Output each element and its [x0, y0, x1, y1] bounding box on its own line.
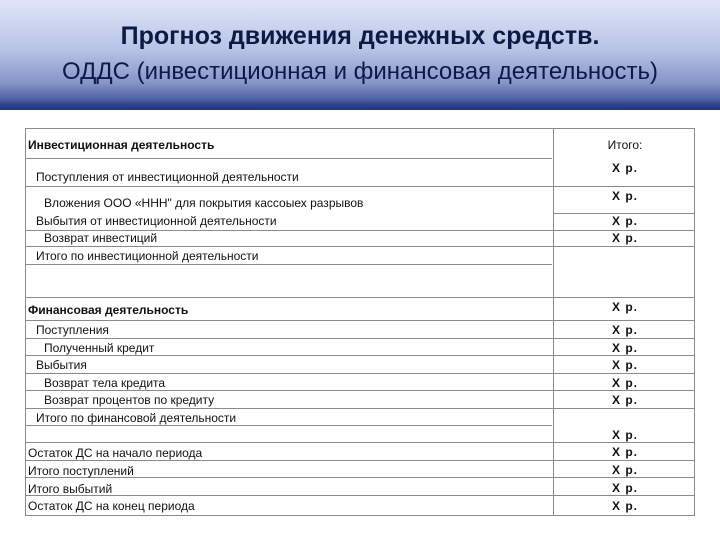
total-column-header: Итого:: [607, 138, 643, 152]
slide-title: Прогноз движения денежных средств.: [120, 22, 600, 50]
financial-outflow-item-2: Возврат процентов по кредиту: [44, 393, 215, 407]
investment-total: Итого по инвестиционной деятельности: [36, 249, 259, 263]
row-line: [26, 373, 694, 374]
investment-inflow-item-value: Х р.: [611, 189, 638, 203]
total-outflows-value: Х р.: [611, 481, 638, 495]
financial-outflow-item-2-value: Х р.: [611, 393, 638, 407]
closing-balance: Остаток ДС на конец периода: [28, 499, 195, 513]
row-line: [26, 297, 694, 298]
financial-outflow-item-1-value: Х р.: [611, 376, 638, 390]
slide-header: [0, 0, 720, 110]
row-line: [26, 408, 694, 409]
row-line: [26, 320, 694, 321]
row-line: [26, 425, 552, 426]
opening-balance-value: Х р.: [611, 445, 638, 459]
financial-inflows-value: Х р.: [611, 323, 638, 337]
row-line: [26, 390, 694, 391]
row-line: [26, 460, 694, 461]
investment-outflows-value: Х р.: [611, 214, 638, 228]
row-line: [26, 338, 694, 339]
financial-total-value: Х р.: [611, 428, 638, 442]
investment-inflows-value: Х р.: [611, 161, 638, 175]
total-inflows: Итого поступлений: [28, 464, 134, 478]
financial-total: Итого по финансовой деятельности: [36, 411, 237, 425]
row-line: [26, 246, 694, 247]
financial-inflows: Поступления: [36, 323, 109, 337]
investment-outflow-item: Возврат инвестиций: [44, 231, 158, 245]
row-line: [26, 186, 694, 187]
investment-outflows: Выбытия от инвестиционной деятельности: [36, 214, 277, 228]
financial-outflows: Выбытия: [36, 358, 87, 372]
row-line: [26, 158, 552, 159]
total-outflows: Итого выбытий: [28, 482, 113, 496]
financial-heading: Финансовая деятельность: [28, 303, 189, 317]
financial-inflow-item-value: Х р.: [611, 341, 638, 355]
closing-balance-value: Х р.: [611, 499, 638, 513]
financial-outflows-value: Х р.: [611, 358, 638, 372]
investment-inflow-item: Вложения ООО «ННН" для покрытия кассоыех разрывов: [44, 196, 364, 210]
row-line: [26, 495, 694, 496]
investment-outflow-item-value: Х р.: [611, 231, 638, 245]
row-line: [26, 264, 552, 265]
investment-inflows: Поступления от инвестиционной деятельности: [36, 170, 299, 184]
opening-balance: Остаток ДС на начало периода: [28, 446, 203, 460]
cash-flow-table: [25, 128, 695, 516]
row-line: [26, 355, 694, 356]
investment-heading: Инвестиционная деятельность: [28, 138, 215, 152]
slide-subtitle: ОДДС (инвестиционная и финансовая деятельность): [62, 58, 658, 85]
row-line: [26, 442, 694, 443]
financial-inflow-item: Полученный кредит: [44, 341, 155, 355]
financial-heading-value: Х р.: [611, 300, 638, 314]
total-inflows-value: Х р.: [611, 463, 638, 477]
financial-outflow-item-1: Возврат тела кредита: [44, 376, 166, 390]
